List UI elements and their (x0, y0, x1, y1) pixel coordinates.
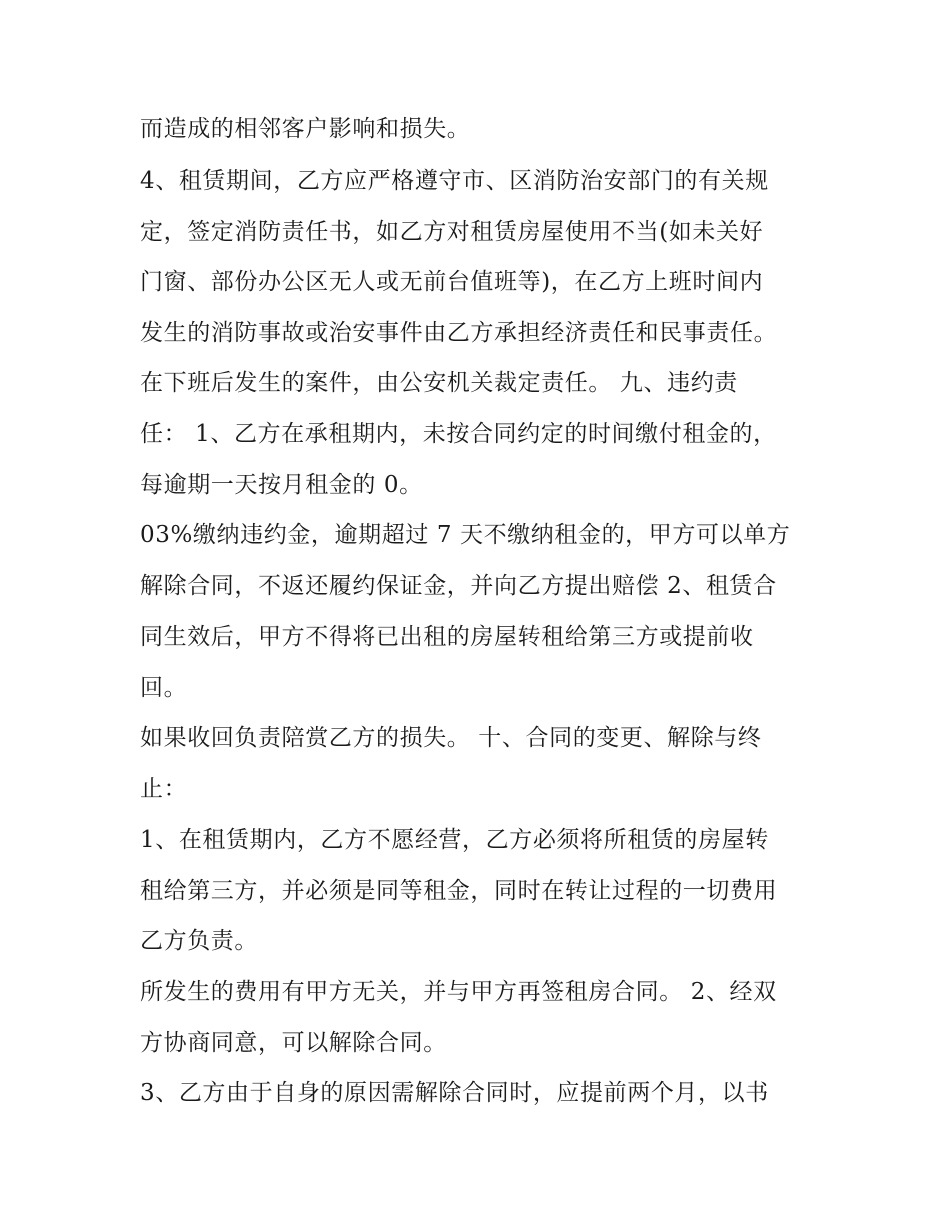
text-line: 同生效后，甲方不得将已出租的房屋转租给第三方或提前收 (140, 624, 754, 650)
text-line: 4、租赁期间，乙方应严格遵守市、区消防治安部门的有关规 (140, 168, 769, 194)
text-line: 在下班后发生的案件，由公安机关裁定责任。 九、违约责 (140, 370, 738, 396)
text-line: 每逾期一天按月租金的 0。 (140, 472, 423, 498)
text-line: 乙方负责。 (140, 928, 258, 954)
text-line: 发生的消防事故或治安事件由乙方承担经济责任和民事责任。 (140, 320, 778, 346)
text-line: 止： (140, 776, 188, 802)
text-line: 而造成的相邻客户影响和损失。 (140, 116, 471, 142)
text-line: 回。 (140, 675, 188, 701)
text-line: 1、在租赁期内，乙方不愿经营，乙方必须将所租赁的房屋转 (140, 827, 769, 853)
text-line: 解除合同，不返还履约保证金，并向乙方提出赔偿 2、租赁合 (140, 573, 777, 599)
text-line: 方协商同意，可以解除合同。 (140, 1030, 447, 1056)
text-line: 任： 1、乙方在承租期内，未按合同约定的时间缴付租金的， (140, 421, 777, 447)
text-line: 所发生的费用有甲方无关，并与甲方再签租房合同。 2、经双 (140, 979, 777, 1005)
text-line: 3、乙方由于自身的原因需解除合同时，应提前两个月，以书 (140, 1080, 769, 1106)
text-line: 如果收回负责陪赏乙方的损失。 十、合同的变更、解除与终 (140, 725, 762, 751)
text-line: 租给第三方，并必须是同等租金，同时在转让过程的一切费用 (140, 878, 778, 904)
text-line: 定，签定消防责任书，如乙方对租赁房屋使用不当(如未关好 (140, 219, 764, 245)
text-line: 03%缴纳违约金，逾期超过 7 天不缴纳租金的，甲方可以单方 (140, 522, 791, 548)
text-line: 门窗、部份办公区无人或无前台值班等)，在乙方上班时间内 (140, 269, 764, 295)
